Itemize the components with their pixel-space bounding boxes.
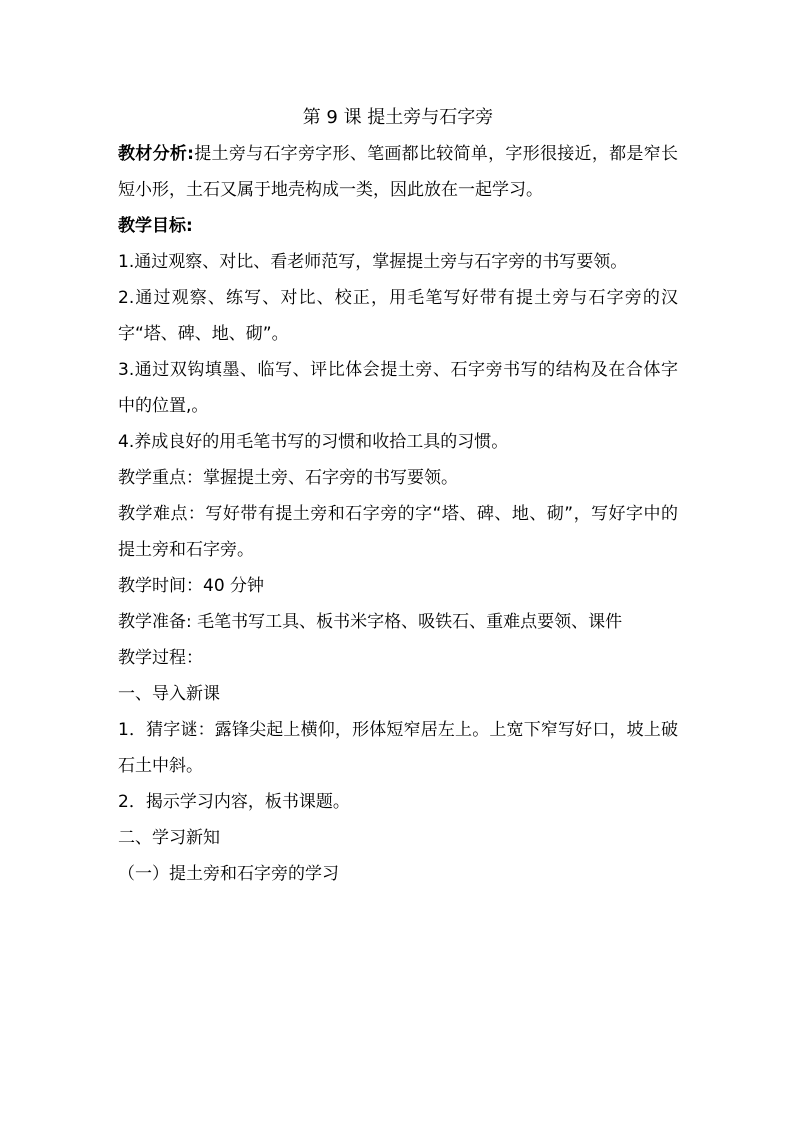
goals-heading: 教学目标: [118,216,193,236]
difficulty: 教学难点：写好带有提土旁和石字旁的字“塔、碑、地、砌”，写好字中的提土旁和石字旁。 [118,504,678,560]
goal-item-2: 2.通过观察、练写、对比、校正，用毛笔写好带有提土旁与石字旁的汉字“塔、碑、地、砌”。 [118,288,678,344]
analysis-text: 提土旁与石字旁字形、笔画都比较简单，字形很接近，都是窄长短小形，土石又属于地壳构成一类，因此放在一起学习。 [118,144,678,200]
goal-item-4: 4.养成良好的用毛笔书写的习惯和收拾工具的习惯。 [118,432,509,452]
section-1-heading: 一、导入新课 [118,684,220,704]
analysis-label: 教材分析: [118,144,194,164]
process-heading: 教学过程： [118,648,203,668]
step-2: 2．揭示学习内容，板书课题。 [118,792,350,812]
subsection-1-heading: （一）提土旁和石字旁的学习 [118,864,339,884]
document-page [118,100,678,892]
lesson-title: 第 9 课 提土旁与石字旁 [302,107,494,128]
teaching-preparation: 教学准备: 毛笔书写工具、板书米字格、吸铁石、重难点要领、课件 [118,612,623,632]
goal-item-1: 1.通过观察、对比、看老师范写，掌握提土旁与石字旁的书写要领。 [118,252,628,272]
key-point: 教学重点：掌握提土旁、石字旁的书写要领。 [118,468,458,488]
goal-item-3: 3.通过双钩填墨、临写、评比体会提土旁、石字旁书写的结构及在合体字中的位置,。 [118,360,678,416]
section-2-heading: 二、学习新知 [118,828,220,848]
step-1: 1．猜字谜：露锋尖起上横仰，形体短窄居左上。上宽下窄写好口，坡上破石土中斜。 [118,720,678,776]
analysis-paragraph [118,136,678,208]
teaching-time: 教学时间：40 分钟 [118,576,265,596]
